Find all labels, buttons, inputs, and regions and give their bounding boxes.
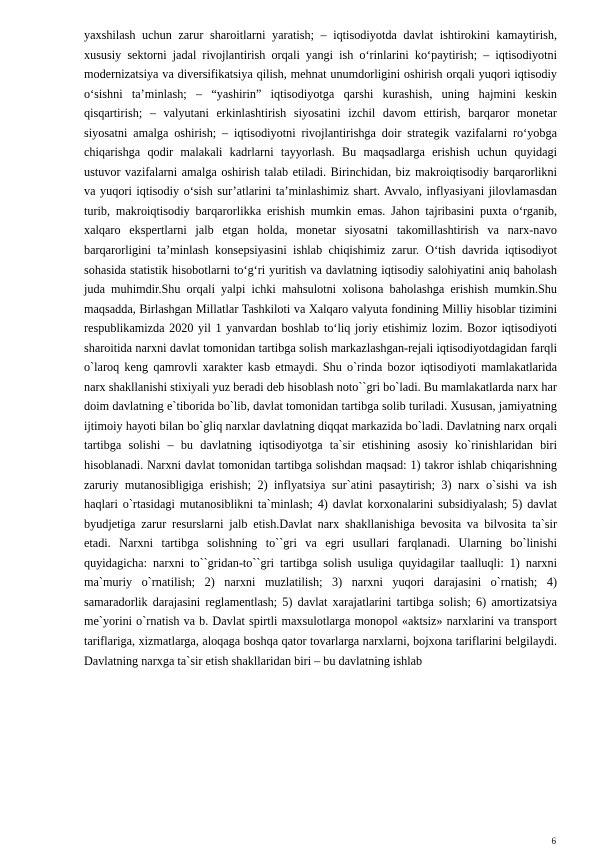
body-paragraph: yaxshilash uchun zarur sharoitlarni yaratish; – iqtisodiyotda davlat ishtirokini kamaytirish, xususiy sektorni jadal rivojlantirish orqali yangi ish o‘rinlarini ko‘paytirish; – iqtisodiyotni modernizatsiya va diversifikatsiya qilish, mehnat unumdorligini oshirish orqali yuqori iqtisodiy o‘sishni ta’minlash; – “yashirin” iqtisodiyotga qarshi kurashish, uning hajmini keskin qisqartirish; – valyutani erkinlashtirish siyosatini izchil davom ettirish, barqaror monetar siyosatni amalga oshirish; – iqtisodiyotni rivojlantirishga doir strategik vazifalarni ro‘yobga chiqarishga qodir malakali kadrlarni tayyorlash. Bu maqsadlarga erishish uchun quyidagi ustuvor vazifalarni amalga oshirish talab etiladi. Birinchidan, biz makroiqtisodiy barqarorlikni va yuqori iqtisodiy o‘sish sur’atlarini ta’minlashimiz shart. Avvalo, inflyasiyani jilovlamasdan turib, makroiqtisodiy barqarorlikka erishish mumkin emas. Jahon tajribasini puxta o‘rganib, xalqaro ekspertlarni jalb etgan holda, monetar siyosatni takomillashtirish va narx-navo barqarorligini ta’minlash konsepsiyasini ishlab chiqishimiz zarur. O‘tish davrida iqtisodiyot sohasida statistik hisobotlarni to‘g‘ri yuritish va davlatning iqtisodiy salohiyatini aniq baholash juda muhimdir.Shu orqali yalpi ichki mahsulotni xolisona baholashga erishish mumkin.Shu maqsadda, Birlashgan Millatlar Tashkiloti va Xalqaro valyuta fondining Milliy hisoblar tizimini respublikamizda 2020 yil 1 yanvardan boshlab to‘liq joriy etishimiz lozim. Bozor iqtisodiyoti sharoitida narxni davlat tomonidan tartibga solish markazlashgan-rejali iqtisodiyotdagidan farqli o`laroq keng qamrovli xarakter kasb etmaydi. Shu o`rinda bozor iqtisodiyoti mamlakatlarida narx shakllanishi stixiyali yuz beradi deb hisoblash noto``gri bo`ladi. Bu mamlakatlarda narx har doim davlatning e`tiborida bo`lib, davlat tomonidan tartibga solib turiladi. Xususan, jamiyatning ijtimoiy hayoti bilan bo`gliq narxlar davlatning diqqat markazida bo`ladi. Davlatning narx orqali tartibga solishi – bu davlatning iqtisodiyotga ta`sir etishining asosiy ko`rinishlaridan biri hisoblanadi. Narxni davlat tomonidan tartibga solishdan maqsad: 1) takror ishlab chiqarishning zaruriy mutanosibligiga erishish; 2) inflyatsiya sur`atini pasaytirish; 3) narx o`sishi va ish haqlari o`rtasidagi mutanosiblikni ta`minlash; 4) davlat korxonalarini subsidiyalash; 5) davlat byudjetiga zarur resurslarni jalb etish.Davlat narx shakllanishiga bevosita va bilvosita ta`sir etadi. Narxni tartibga solishning to``gri va egri usullari farqlanadi. Ularning bo`linishi quyidagicha: narxni to``gridan-to``gri tartibga solish usuliga quyidagilar taalluqli: 1) narxni ma`muriy o`rnatilish; 2) narxni muzlatilish; 3) narxni yuqori darajasini o`rnatish; 4) samaradorlik darajasini reglamentlash; 5) davlat xarajatlarini tartibga solish; 6) amortizatsiya me`yorini o`rnatish va b. Davlat spirtli maxsulotlarga monopol «aktsiz» narxlarini va transport tariflariga, xizmatlarga, aloqaga boshqa qator tovarlarga narxlarni, bojxona tariflarini belgilaydi. Davlatning narxga ta`sir etish shakllaridan biri – bu davlatning ishlab bbox=[84, 28, 557, 668]
page-number: 6 bbox=[551, 836, 556, 846]
